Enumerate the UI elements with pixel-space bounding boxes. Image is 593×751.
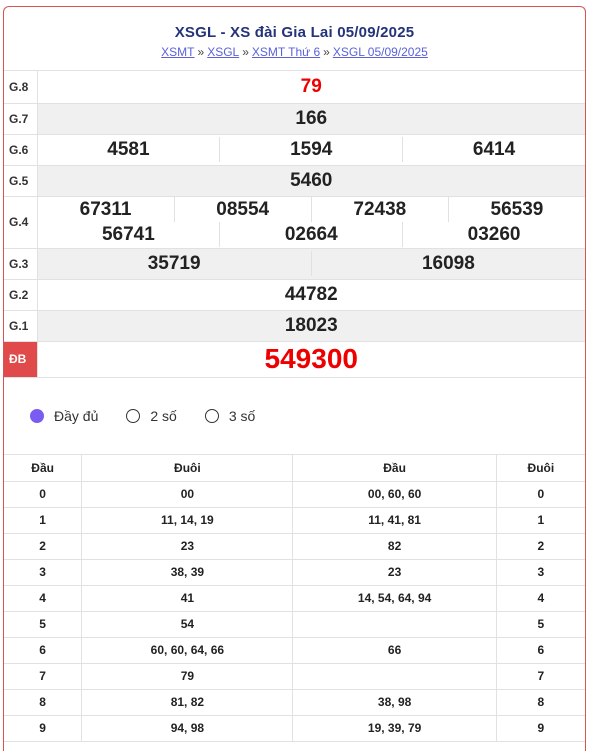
table-cell: 6	[4, 637, 82, 663]
table-cell: 4	[4, 585, 82, 611]
crumb-xsgl[interactable]: XSGL	[207, 45, 240, 59]
option-2-digit-label: 2 số	[150, 407, 177, 424]
col-head: Đầu	[293, 454, 496, 481]
table-cell: 00, 60, 60	[293, 481, 496, 507]
table-cell: 3	[4, 559, 82, 585]
table-cell: 54	[82, 611, 293, 637]
prize-row-g8	[4, 71, 585, 103]
table-cell: 41	[82, 585, 293, 611]
prize-label: G.2	[4, 279, 37, 310]
table-row	[4, 663, 585, 689]
prize-label: G.4	[4, 196, 37, 248]
table-row	[4, 689, 585, 715]
table-row	[4, 533, 585, 559]
crumb-xsgl-date[interactable]: XSGL 05/09/2025	[332, 45, 428, 59]
breadcrumb	[4, 45, 585, 59]
prize-number: 16098	[311, 251, 585, 276]
prize-row-g7	[4, 103, 585, 134]
table-row	[4, 507, 585, 533]
results-header	[4, 7, 585, 71]
prize-number: 35719	[147, 253, 201, 274]
prize-row-g1	[4, 310, 585, 341]
crumb-sep: »	[242, 45, 249, 59]
prize-label-special: ĐB	[4, 341, 37, 377]
radio-icon[interactable]	[126, 409, 140, 423]
table-cell: 3	[496, 559, 585, 585]
prize-number: 67311	[79, 199, 132, 220]
table-cell: 38, 98	[293, 689, 496, 715]
col-tail: Đuôi	[496, 454, 585, 481]
prize-row-g6	[4, 134, 585, 165]
prize-number: 18023	[284, 315, 338, 336]
prize-label: G.1	[4, 310, 37, 341]
crumb-xsmt-thu6[interactable]: XSMT Thứ 6	[251, 45, 321, 59]
table-cell: 23	[82, 533, 293, 559]
loto-table	[4, 454, 585, 742]
crumb-sep: »	[197, 45, 205, 59]
prize-number: 79	[300, 76, 322, 98]
table-cell: 4	[496, 585, 585, 611]
table-cell: 1	[4, 507, 82, 533]
table-cell: 2	[4, 533, 82, 559]
table-cell: 14, 54, 64, 94	[293, 585, 496, 611]
crumb-xsmt[interactable]: XSMT	[161, 45, 195, 59]
prize-number: 02664	[219, 222, 402, 247]
table-cell: 7	[4, 663, 82, 689]
table-cell: 38, 39	[82, 559, 293, 585]
prize-label: G.8	[4, 71, 37, 103]
table-cell: 0	[4, 481, 82, 507]
prize-number: 44782	[284, 284, 338, 305]
prize-table	[4, 71, 585, 378]
table-cell	[293, 611, 496, 637]
table-cell: 9	[4, 715, 82, 741]
prize-number: 08554	[174, 197, 311, 222]
table-cell: 60, 60, 64, 66	[82, 637, 293, 663]
prize-number: 6414	[402, 137, 585, 162]
prize-row-g4	[4, 196, 585, 248]
table-row	[4, 611, 585, 637]
crumb-sep: »	[323, 45, 330, 59]
table-cell: 9	[496, 715, 585, 741]
table-row	[4, 585, 585, 611]
prize-number: 166	[295, 108, 328, 129]
table-row	[4, 481, 585, 507]
table-cell: 7	[496, 663, 585, 689]
table-cell: 94, 98	[82, 715, 293, 741]
prize-label: G.6	[4, 134, 37, 165]
prize-number: 56539	[448, 197, 585, 222]
table-cell: 5	[496, 611, 585, 637]
table-cell: 0	[496, 481, 585, 507]
table-cell: 23	[293, 559, 496, 585]
display-options	[4, 378, 585, 454]
page-title: XSGL - XS đài Gia Lai 05/09/2025	[174, 24, 415, 41]
table-cell: 1	[496, 507, 585, 533]
table-cell: 11, 41, 81	[293, 507, 496, 533]
table-cell: 11, 14, 19	[82, 507, 293, 533]
prize-number: 56741	[101, 224, 155, 245]
prize-row-g3	[4, 248, 585, 279]
option-3-digit[interactable]	[205, 408, 255, 424]
table-cell: 66	[293, 637, 496, 663]
table-cell: 5	[4, 611, 82, 637]
prize-row-g5	[4, 165, 585, 196]
table-cell: 2	[496, 533, 585, 559]
prize-row-db	[4, 341, 585, 377]
table-cell: 6	[496, 637, 585, 663]
table-row	[4, 715, 585, 741]
table-cell: 00	[82, 481, 293, 507]
option-full[interactable]	[30, 408, 98, 424]
option-2-digit[interactable]	[126, 408, 176, 424]
col-tail: Đuôi	[82, 454, 293, 481]
option-3-digit-label: 3 số	[228, 407, 256, 424]
col-head: Đầu	[4, 454, 82, 481]
table-cell: 8	[496, 689, 585, 715]
table-row	[4, 637, 585, 663]
table-row	[4, 559, 585, 585]
radio-selected-icon[interactable]	[30, 409, 44, 423]
table-cell: 8	[4, 689, 82, 715]
loto-header-row	[4, 454, 585, 481]
table-cell: 79	[82, 663, 293, 689]
option-full-label: Đầy đủ	[54, 407, 99, 424]
prize-number: 03260	[402, 222, 585, 247]
table-cell: 82	[293, 533, 496, 559]
special-prize-number: 549300	[264, 343, 358, 374]
table-cell	[293, 663, 496, 689]
prize-number: 5460	[290, 170, 333, 191]
prize-label: G.5	[4, 165, 37, 196]
prize-label: G.7	[4, 103, 37, 134]
radio-icon[interactable]	[205, 409, 219, 423]
prize-row-g2	[4, 279, 585, 310]
prize-number: 4581	[107, 139, 150, 160]
prize-number: 72438	[311, 197, 448, 222]
prize-number: 1594	[219, 137, 402, 162]
table-cell: 81, 82	[82, 689, 293, 715]
table-cell: 19, 39, 79	[293, 715, 496, 741]
results-card	[3, 6, 586, 751]
prize-label: G.3	[4, 248, 37, 279]
